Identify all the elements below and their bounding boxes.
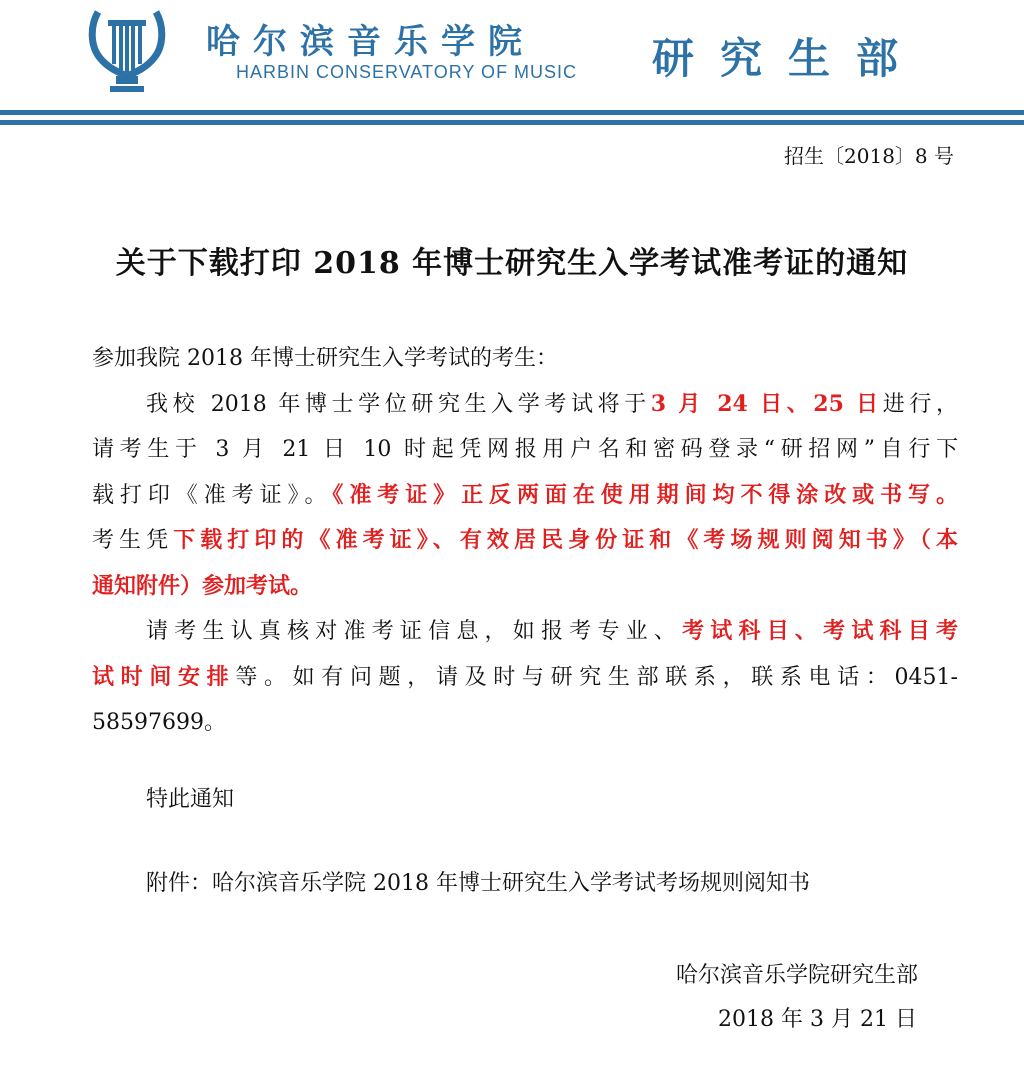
lyre-icon	[88, 6, 166, 94]
signature: 哈尔滨音乐学院研究生部	[676, 963, 919, 988]
attachment-line: 附件：哈尔滨音乐学院 2018 年博士研究生入学考试考场规则阅知书	[146, 871, 810, 896]
issue-date: 2018 年 3 月 21 日	[718, 1007, 917, 1032]
letterhead	[0, 0, 1024, 112]
header-rule-top	[0, 110, 1024, 115]
document-number: 招生〔2018〕8 号	[784, 144, 954, 168]
salutation: 参加我院 2018 年博士研究生入学考试的考生：	[92, 346, 558, 371]
paragraph-1-line-5	[92, 564, 958, 610]
admission-ticket-warning: 《准考证》正反两面在使用期间均不得涂改或书写。	[332, 481, 958, 508]
exam-schedule-highlight: 试时间安排	[92, 663, 236, 690]
school-name-en: HARBIN CONSERVATORY OF MUSIC	[236, 62, 578, 82]
exam-subjects-highlight: 考试科目、考试科目考	[682, 618, 958, 644]
paragraph-1	[92, 382, 958, 610]
exam-intro-suffix: 进行，	[882, 391, 958, 417]
paragraph-2	[92, 609, 958, 746]
download-text: 载打印《准考证》。	[92, 482, 333, 508]
paragraph-1-line-1	[92, 382, 958, 428]
paragraph-2-line-2	[92, 655, 958, 701]
header-rule-bottom	[0, 120, 1024, 125]
department-name: 研究生部	[652, 34, 925, 83]
paragraph-1-line-4	[92, 518, 958, 564]
exam-intro-text: 我校 2018 年博士学位研究生入学考试将于	[146, 391, 651, 417]
paragraph-1-line-3	[92, 473, 958, 519]
bring-text: 考生凭	[92, 528, 174, 553]
notice-title: 关于下载打印 2018 年博士研究生入学考试准考证的通知	[115, 246, 909, 281]
paragraph-2-line-1	[92, 609, 958, 655]
paragraph-1-line-2: 请考生于 3 月 21 日 10 时起凭网报用户名和密码登录“研招网”自行下	[92, 437, 958, 462]
verify-text: 请考生认真核对准考证信息，如报考专业、	[146, 619, 683, 644]
contact-phone: 58597699。	[92, 710, 226, 735]
exam-dates: 3 月 24 日、25 日	[650, 390, 883, 417]
required-documents: 下载打印的《准考证》、有效居民身份证和《考场规则阅知书》（本	[173, 527, 958, 553]
closing-remark: 特此通知	[146, 787, 235, 812]
notice-body	[92, 336, 958, 746]
contact-text: 等。如有问题，请及时与研究生部联系，联系电话：0451-	[235, 664, 958, 690]
school-name-cn: 哈尔滨音乐学院	[206, 22, 535, 62]
required-documents-end: 通知附件）参加考试。	[92, 572, 313, 599]
